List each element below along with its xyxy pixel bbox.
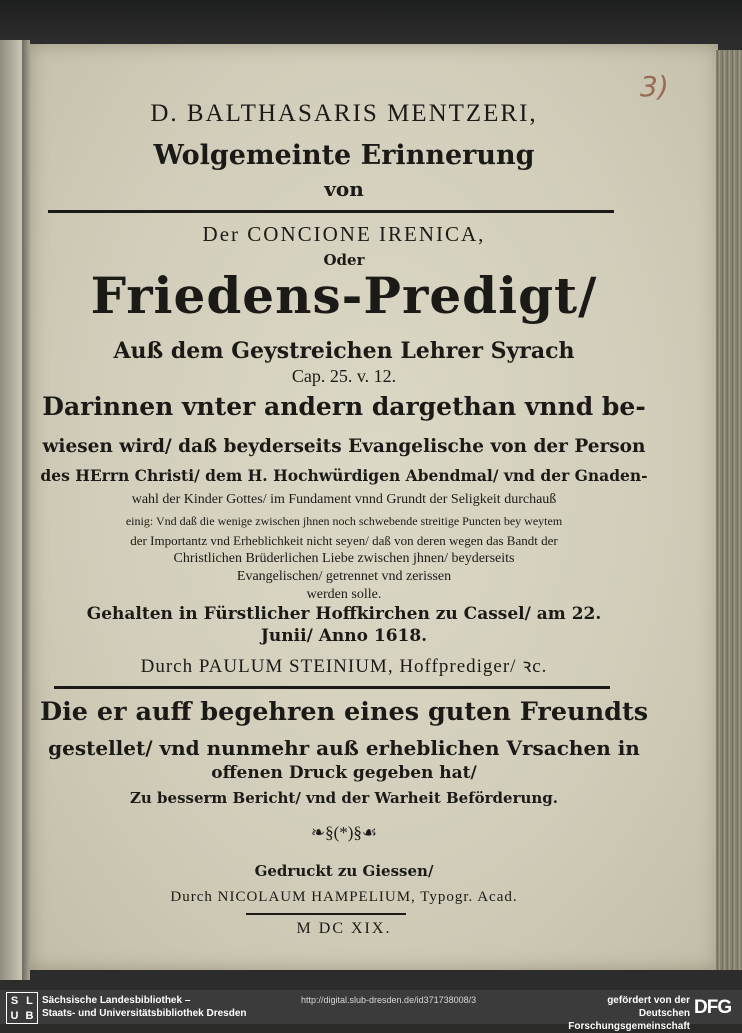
dfg-logo[interactable]: DFG [694, 997, 732, 1018]
funding-note [520, 994, 690, 1033]
body-line-3: des HErrn Christi/ dem H. Hochwürdigen Abendmal/ vnd der Gnaden- [40, 466, 648, 485]
body-line-2: wiesen wird/ daß beyderseits Evangelische von der Person [42, 436, 646, 457]
dieer-line-4: Zu besserm Bericht/ vnd der Warheit Beförderung. [129, 789, 559, 807]
funding-line-2: Deutschen Forschungsgemeinschaft [568, 1008, 690, 1032]
body-line-5: einig: Vnd daß die wenige zwischen jhnen noch schwebende streitige Puncten bey weytem [125, 514, 563, 528]
permalink-url[interactable]: http://digital.slub-dresden.de/id371738008/3 [301, 995, 477, 1005]
logo-letter: L [26, 994, 33, 1007]
body-line-4: wahl der Kinder Gottes/ im Fundament vnnd Grundt der Seligkeit durchauß [131, 492, 557, 507]
logo-letter: S [10, 994, 19, 1007]
slub-logo[interactable] [6, 992, 38, 1024]
concione-line: Der CONCIONE IRENICA, [202, 222, 486, 246]
dieer-line-1: Die er auff begehren eines guten Freundts [40, 697, 649, 727]
body-line-6: der Importantz vnd Erheblichkeit nicht seyen/ daß von deren wegen das Bandt der [130, 533, 558, 548]
library-line-2: Staats- und Universitätsbibliothek Dresden [42, 1008, 247, 1019]
printer-line: Durch NICOLAUM HAMPELIUM, Typogr. Acad. [170, 889, 518, 905]
book-gutter [22, 40, 30, 980]
dieer-line-3: offenen Druck gegeben hat/ [211, 763, 477, 783]
oder-line: Oder [323, 251, 365, 269]
body-line-8: Evangelischen/ getrennet vnd zerissen [236, 569, 452, 584]
logo-letter: B [25, 1009, 34, 1022]
von-line: von [324, 177, 364, 201]
logo-letter: U [10, 1009, 19, 1022]
author-line: D. BALTHASARIS MENTZERI, [150, 100, 538, 127]
ausz-line: Auß dem Geystreichen Lehrer Syrach [113, 338, 575, 364]
durch-paulum-line: Durch PAULUM STEINIUM, Hoffprediger/ ꝛc. [140, 656, 548, 677]
rule-middle [54, 686, 610, 689]
left-page-edge [0, 40, 22, 980]
library-name[interactable] [42, 994, 247, 1020]
year-line: M DC XIX. [296, 920, 392, 937]
rule-top [48, 210, 614, 213]
funding-line-1: gefördert von der [607, 995, 690, 1006]
body-line-7: Christlichen Brüderlichen Liebe zwischen jhnen/ beyderseits [173, 551, 515, 566]
gehalten-line-1: Gehalten in Fürstlicher Hoffkirchen zu Cassel/ am 22. [86, 604, 602, 624]
cap-line: Cap. 25. v. 12. [291, 366, 397, 386]
ornament: ❧§(*)§☙ [310, 823, 378, 842]
handwritten-page-number: 3) [640, 70, 669, 103]
gedruckt-line: Gedruckt zu Giessen/ [254, 862, 434, 880]
dieer-line-2: gestellet/ vnd nunmehr auß erheblichen Vrsachen in [48, 736, 640, 760]
rule-bottom [246, 913, 406, 915]
page-stack-edge [716, 50, 742, 970]
subtitle-line: Wolgemeinte Erinnerung [153, 140, 535, 171]
friedens-predigt-line: Friedens-Predigt/ [90, 266, 598, 325]
gehalten-line-2: Junii/ Anno 1618. [260, 626, 428, 646]
body-line-9: werden solle. [306, 587, 382, 602]
body-line-1: Darinnen vnter andern dargethan vnnd be- [42, 392, 646, 421]
library-line-1: Sächsische Landesbibliothek – [42, 995, 191, 1006]
footer-bar [0, 990, 742, 1032]
